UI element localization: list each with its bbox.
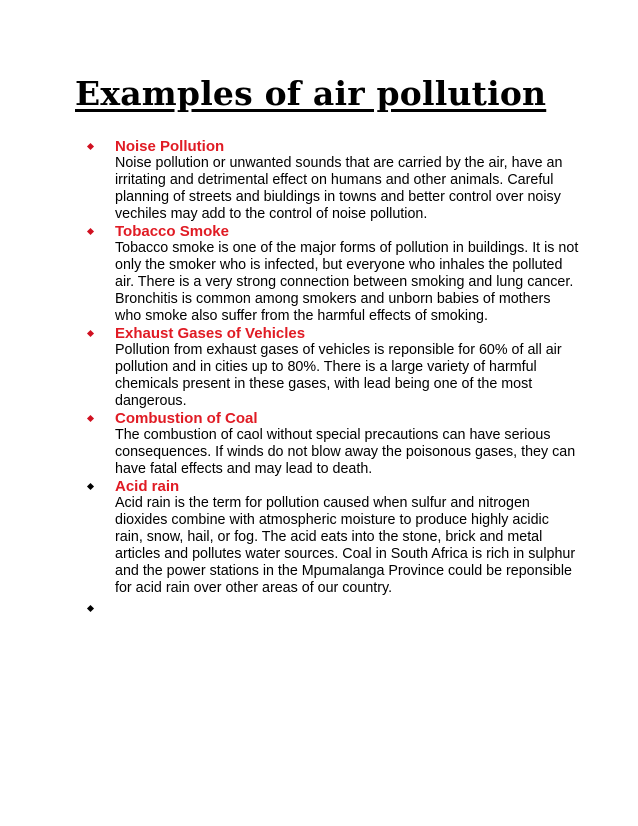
page-title: Examples of air pollution	[75, 74, 547, 113]
item-text: Tobacco smoke is one of the major forms of pollution in buildings. It is not only the smoker who is infected, but everyone who inhales the polluted air. There is a very strong connection between smoking and lung cancer. Bronchitis is common among smokers and unborn babies of mothers who smoke also suffer from the harmful effects of smoking.	[115, 240, 579, 324]
item-heading: Noise Pollution	[115, 138, 225, 155]
item-text: The combustion of caol without special precautions can have serious consequences. If winds do not blow away the poisonous gases, they can have fatal effects and may lead to death.	[115, 427, 576, 477]
item-text: Acid rain is the term for pollution caused when sulfur and nitrogen dioxides combine with atmospheric moisture to produce highly acidic rain, snow, hail, or fog. The acid eats into the stone, brick and metal articles and pollutes water sources. Coal in South Africa is rich in sulphur and the power stations in the Mpumalanga Province could be reponsible for acid rain over other areas of our country.	[115, 495, 576, 596]
diamond-bullet-icon	[87, 605, 94, 612]
diamond-bullet-icon	[87, 228, 94, 235]
item-heading: Acid rain	[115, 478, 180, 495]
empty-list-item	[80, 597, 580, 614]
diamond-bullet-icon	[87, 330, 94, 337]
list-item	[80, 223, 580, 325]
item-text: Noise pollution or unwanted sounds that are carried by the air, have an irritating and detrimental effect on humans and other animals. Careful planning of streets and biuldings in towns and better control over noisy vechiles may add to the control of noise pollution.	[115, 155, 563, 222]
diamond-bullet-icon	[87, 415, 94, 422]
item-heading: Combustion of Coal	[115, 410, 258, 427]
list-item	[80, 138, 580, 223]
item-heading: Exhaust Gases of Vehicles	[115, 325, 306, 342]
list-item	[80, 410, 580, 478]
list-item	[80, 478, 580, 597]
item-heading: Tobacco Smoke	[115, 223, 229, 240]
item-text: Pollution from exhaust gases of vehicles is reponsible for 60% of all air pollution and in cities up to 80%. There is a large variety of harmful chemicals present in these gases, with lead being one of the most dangerous.	[115, 342, 562, 409]
list-item	[80, 325, 580, 410]
diamond-bullet-icon	[87, 483, 94, 490]
pollution-examples-list	[80, 138, 580, 614]
diamond-bullet-icon	[87, 143, 94, 150]
